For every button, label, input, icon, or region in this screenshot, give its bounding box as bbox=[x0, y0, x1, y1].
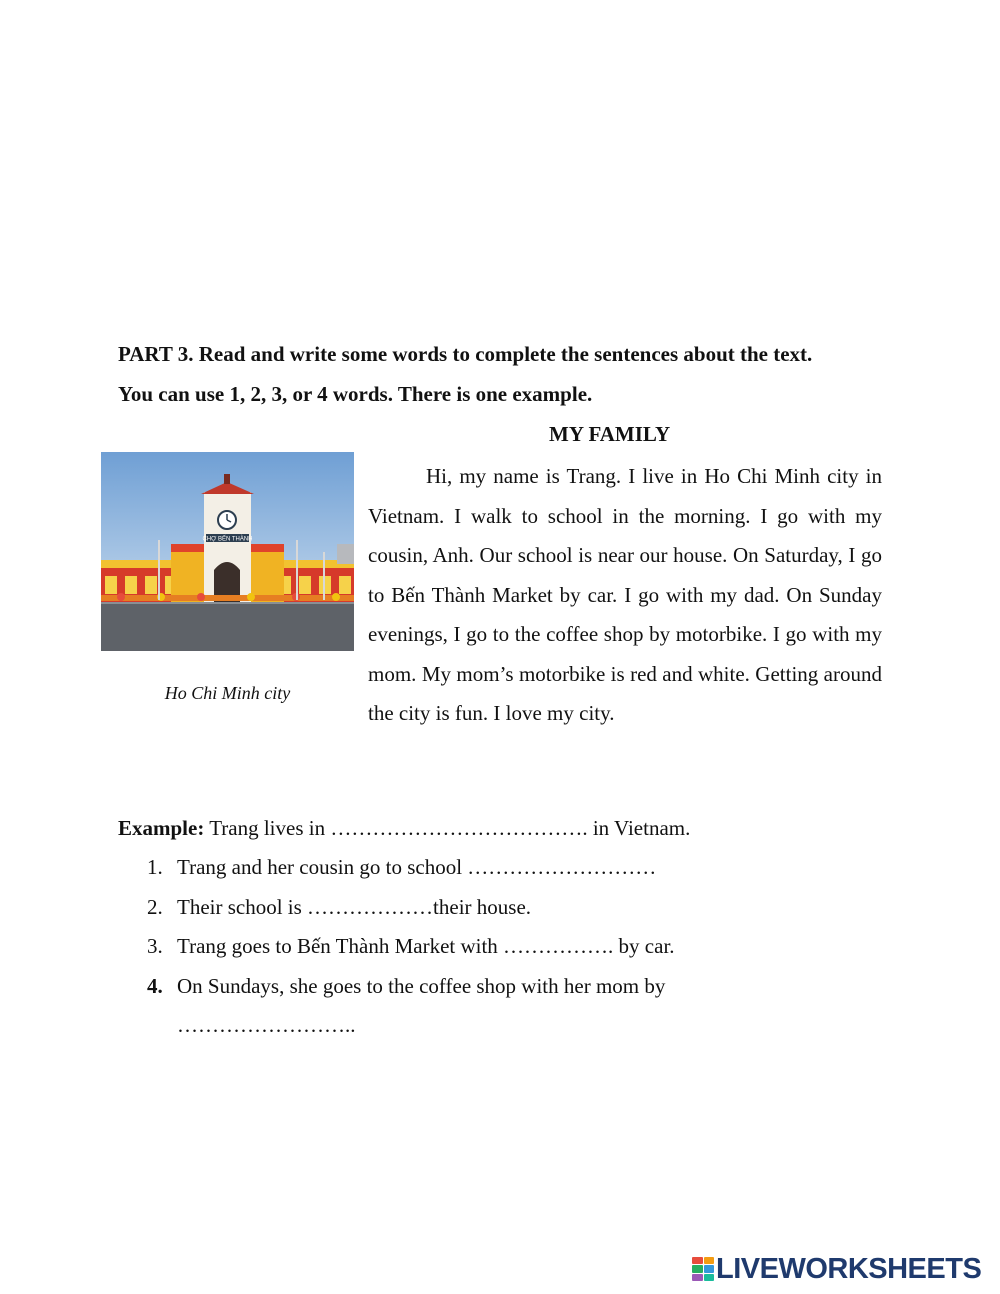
photo-caption: Ho Chi Minh city bbox=[164, 683, 291, 703]
question-number: 1. bbox=[147, 855, 163, 879]
passage-title: MY FAMILY bbox=[549, 422, 671, 446]
example-text: Trang lives in ………………………………. in Vietnam. bbox=[204, 816, 691, 840]
question-text: Their school is ………………their house. bbox=[177, 895, 532, 919]
passage-text: Hi, my name is Trang. I live in Ho Chi Minh city in Vietnam. I walk to school in the morning. I go with my cousin, Anh. Our school is near our house. On Saturday, I go to Bến Thành Market by car. I go with my dad. On Sunday evenings, I go to the coffee shop by motorbike. I go with my mom. My mom’s motorbike is red and white. Getting around the city is fun. I love my city. bbox=[368, 464, 882, 725]
question-text: On Sundays, she goes to the coffee shop with her mom by bbox=[177, 974, 666, 998]
question-text: Trang and her cousin go to school ……………………… bbox=[177, 855, 657, 879]
logo-icon bbox=[692, 1257, 714, 1281]
instructions-line-1: PART 3. Read and write some words to complete the sentences about the text. bbox=[118, 342, 813, 366]
question-text: Trang goes to Bến Thành Market with ……………. by car. bbox=[177, 934, 675, 958]
example-line bbox=[118, 816, 690, 841]
market-sign-text: CHỢ BẾN THÀNH bbox=[202, 536, 253, 543]
liveworksheets-logo bbox=[692, 1254, 981, 1284]
logo-text: LIVEWORKSHEETS bbox=[716, 1252, 982, 1285]
question-number: 3. bbox=[147, 934, 163, 958]
ben-thanh-market-image bbox=[101, 452, 354, 651]
question-number: 2. bbox=[147, 895, 163, 919]
market-photo bbox=[101, 452, 354, 651]
example-label: Example: bbox=[118, 816, 205, 840]
instructions-line-2: You can use 1, 2, 3, or 4 words. There is one example. bbox=[118, 382, 593, 406]
question-4-answer-blank: …………………….. bbox=[177, 1013, 356, 1037]
question-number: 4. bbox=[147, 974, 163, 998]
